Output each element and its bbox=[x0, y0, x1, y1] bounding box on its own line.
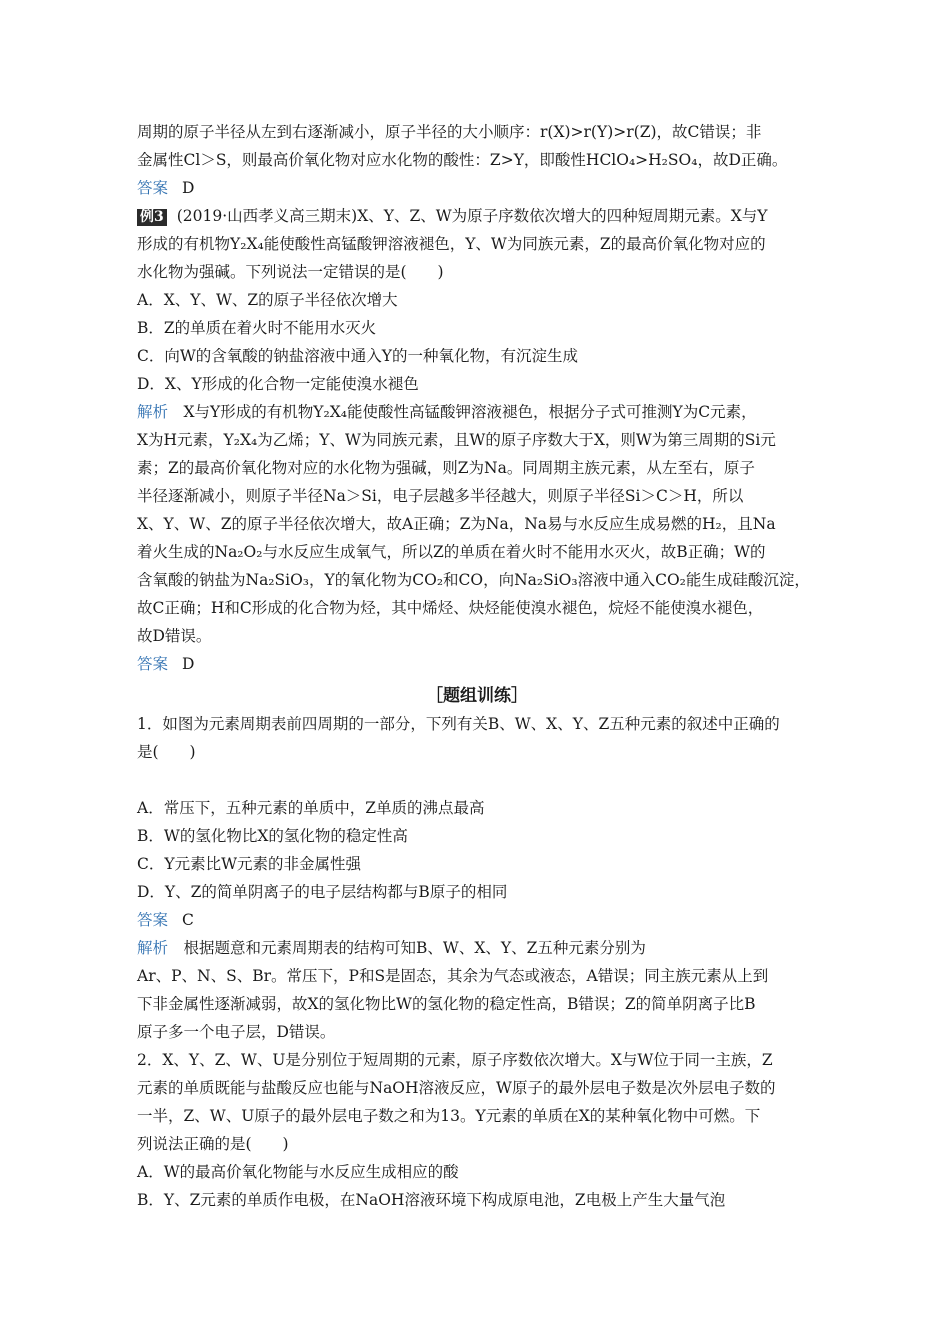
text-line: 素；Z的最高价氧化物对应的水化物为强碱，则Z为Na。同周期主族元素，从左至右，原子 bbox=[137, 459, 755, 477]
question-stem: 1．如图为元素周期表前四周期的一部分，下列有关B、W、X、Y、Z五种元素的叙述中正确的 bbox=[137, 715, 780, 733]
option-b: B．W的氢化物比X的氢化物的稳定性高 bbox=[137, 827, 408, 845]
answer-line bbox=[137, 650, 817, 678]
option-b: B．Z的单质在着火时不能用水灭火 bbox=[137, 319, 377, 337]
answer-label: 答案 bbox=[137, 655, 169, 673]
question-stem: 2．X、Y、Z、W、U是分别位于短周期的元素，原子序数依次增大。X与W位于同一主族，Z bbox=[137, 1051, 773, 1069]
text-line: 是( ) bbox=[137, 743, 196, 761]
text-line: 列说法正确的是( ) bbox=[137, 1135, 289, 1153]
option-c: C．Y元素比W元素的非金属性强 bbox=[137, 855, 362, 873]
analysis-label: 解析 bbox=[137, 403, 169, 421]
option-d: D．X、Y形成的化合物一定能使溴水褪色 bbox=[137, 375, 419, 393]
analysis-text: X与Y形成的有机物Y₂X₄能使酸性高锰酸钾溶液褪色，根据分子式可推测Y为C元素， bbox=[168, 403, 757, 421]
option-c: C．向W的含氧酸的钠盐溶液中通入Y的一种氧化物，有沉淀生成 bbox=[137, 347, 579, 365]
analysis-line bbox=[137, 934, 817, 962]
example-stem-line bbox=[137, 202, 817, 230]
text-line: 故D错误。 bbox=[137, 627, 212, 645]
answer-value: D bbox=[182, 655, 195, 673]
option-d: D．Y、Z的简单阴离子的电子层结构都与B原子的相同 bbox=[137, 883, 508, 901]
text-line: Ar、P、N、S、Br。常压下，P和S是固态，其余为气态或液态，A错误；同主族元素从上到 bbox=[137, 967, 769, 985]
text-line: X为H元素，Y₂X₄为乙烯；Y、W为同族元素，且W的原子序数大于X，则W为第三周期的Si元 bbox=[137, 431, 776, 449]
text-line: 半径逐渐减小，则原子半径Na＞Si，电子层越多半径越大，则原子半径Si＞C＞H，所以 bbox=[137, 487, 744, 505]
text-line: 原子多一个电子层，D错误。 bbox=[137, 1023, 336, 1041]
answer-value: D bbox=[182, 179, 195, 197]
text-line: 形成的有机物Y₂X₄能使酸性高锰酸钾溶液褪色，Y、W为同族元素，Z的最高价氧化物对应的 bbox=[137, 235, 766, 253]
text-line: 故C正确；H和C形成的化合物为烃，其中烯烃、炔烃能使溴水褪色，烷烃不能使溴水褪色， bbox=[137, 599, 764, 617]
text-line: 周期的原子半径从左到右逐渐减小，原子半径的大小顺序：r(X)>r(Y)>r(Z)，故C错误；非 bbox=[137, 123, 762, 141]
analysis-line bbox=[137, 398, 817, 426]
option-a: A．常压下，五种元素的单质中，Z单质的沸点最高 bbox=[137, 799, 485, 817]
analysis-text: 根据题意和元素周期表的结构可知B、W、X、Y、Z五种元素分别为 bbox=[168, 939, 646, 957]
example-badge: 例3 bbox=[137, 209, 167, 226]
text-line: 含氧酸的钠盐为Na₂SiO₃，Y的氧化物为CO₂和CO，向Na₂SiO₃溶液中通入CO₂能生成硅酸沉淀， bbox=[137, 571, 810, 589]
text-line: 金属性Cl＞S，则最高价氧化物对应水化物的酸性：Z>Y，即酸性HClO₄>H₂SO₄，故D正确。 bbox=[137, 151, 788, 169]
text-line: 下非金属性逐渐减弱，故X的氢化物比W的氢化物的稳定性高，B错误；Z的简单阴离子比B bbox=[137, 995, 756, 1013]
option-b: B．Y、Z元素的单质作电极，在NaOH溶液环境下构成原电池，Z电极上产生大量气泡 bbox=[137, 1191, 726, 1209]
answer-line bbox=[137, 174, 817, 202]
answer-label: 答案 bbox=[137, 179, 169, 197]
example-stem-text: (2019·山西孝义高三期末)X、Y、Z、W为原子序数依次增大的四种短周期元素。X与Y bbox=[176, 207, 768, 225]
text-line: 水化物为强碱。下列说法一定错误的是( ) bbox=[137, 263, 444, 281]
option-a: A．X、Y、W、Z的原子半径依次增大 bbox=[137, 291, 398, 309]
text-line: 一半，Z、W、U原子的最外层电子数之和为13。Y元素的单质在X的某种氧化物中可燃。下 bbox=[137, 1107, 761, 1125]
text-line: X、Y、W、Z的原子半径依次增大，故A正确；Z为Na，Na易与水反应生成易燃的H₂，且Na bbox=[137, 515, 776, 533]
document-page bbox=[137, 118, 817, 1214]
analysis-label: 解析 bbox=[137, 939, 169, 957]
answer-value: C bbox=[182, 911, 194, 929]
answer-label: 答案 bbox=[137, 911, 169, 929]
figure-placeholder bbox=[137, 766, 817, 794]
section-title: ［题组训练］ bbox=[426, 686, 528, 706]
text-line: 着火生成的Na₂O₂与水反应生成氧气，所以Z的单质在着火时不能用水灭火，故B正确；W的 bbox=[137, 543, 766, 561]
text-line: 元素的单质既能与盐酸反应也能与NaOH溶液反应，W原子的最外层电子数是次外层电子数的 bbox=[137, 1079, 776, 1097]
answer-line bbox=[137, 906, 817, 934]
option-a: A．W的最高价氧化物能与水反应生成相应的酸 bbox=[137, 1163, 459, 1181]
